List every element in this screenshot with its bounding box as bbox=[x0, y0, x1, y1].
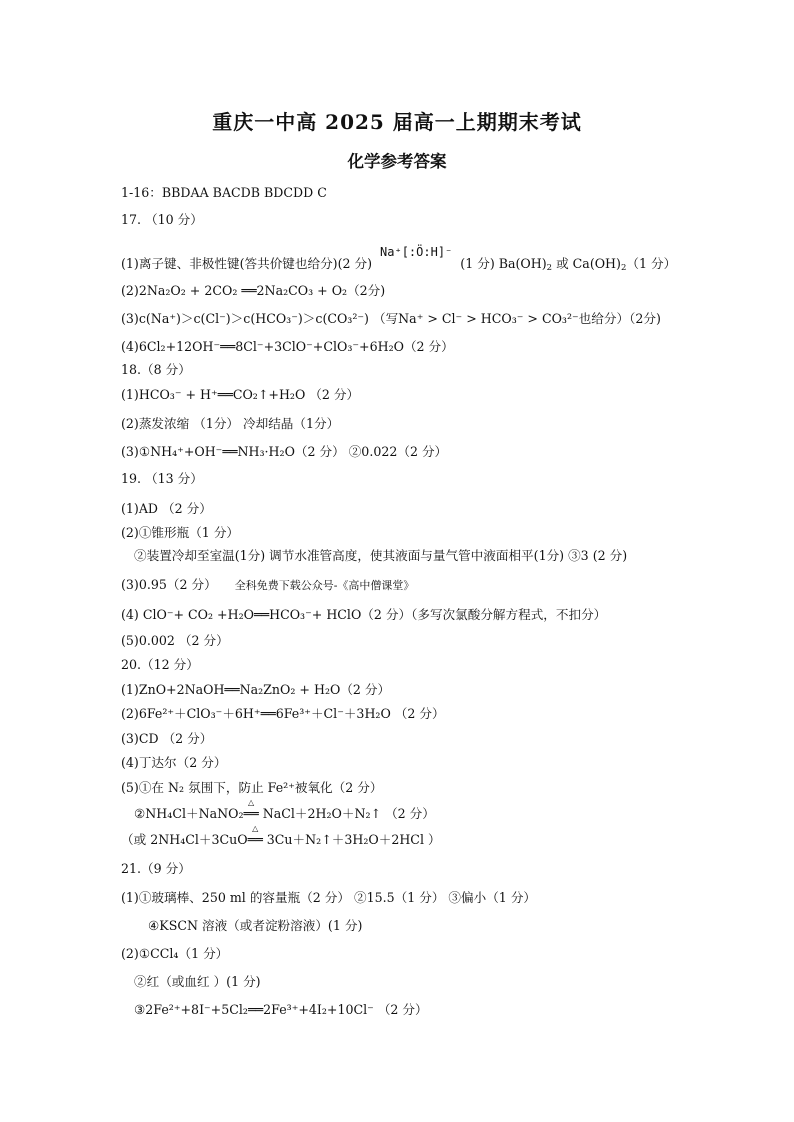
q17-line1-part2: (1 分) Ba(OH) bbox=[460, 256, 547, 271]
heat-arrow: △ ══ bbox=[243, 798, 259, 821]
page-title: 重庆一中高 2025 届高一上期期末考试 bbox=[212, 110, 582, 134]
q20-line6 bbox=[134, 798, 435, 821]
q18-line2: (2)蒸发浓缩 （1分） 冷却结晶（1分） bbox=[121, 416, 340, 431]
q17-line2: (2)2Na₂O₂ + 2CO₂ ══2Na₂CO₃ + O₂（2分) bbox=[121, 283, 386, 298]
q21-line4: ②红（或血红 ）(1 分) bbox=[134, 974, 261, 989]
q20-line6-products: NaCl＋2H₂O＋N₂↑ （2 分） bbox=[258, 806, 435, 821]
q18-line1: (1)HCO₃⁻ + H⁺══CO₂↑+H₂O （2 分） bbox=[121, 387, 360, 402]
choice-answers: 1-16：BBDAA BACDB BDCDD C bbox=[121, 185, 327, 200]
q21-line3: (2)①CCl₄（1 分） bbox=[121, 946, 229, 961]
lewis-structure: Na⁺[:Ö:H]⁻ bbox=[380, 245, 453, 259]
q20-line7-products: 3Cu＋N₂↑＋3H₂O＋2HCl ） bbox=[262, 832, 441, 847]
q19-line1: (1)AD （2 分） bbox=[121, 501, 212, 516]
q18-header: 18.（8 分） bbox=[121, 362, 191, 377]
q19-line4 bbox=[121, 579, 414, 592]
q20-line5: (5)①在 N₂ 氛围下，防止 Fe²⁺被氧化（2 分） bbox=[121, 780, 383, 795]
q19-line2: (2)①锥形瓶（1 分） bbox=[121, 525, 240, 540]
q19-line5: (4) ClO⁻+ CO₂ +H₂O══HCO₃⁻+ HClO（2 分）（多写次氯酸分解方程式，不扣分） bbox=[121, 607, 607, 622]
q19-line4-answer: (3)0.95（2 分） bbox=[121, 577, 217, 592]
heat-arrow: △ ══ bbox=[247, 824, 263, 847]
q19-header: 19. （13 分） bbox=[121, 471, 203, 486]
watermark-text: 全科免费下载公众号-《高中僧课堂》 bbox=[234, 579, 415, 592]
q21-header: 21.（9 分） bbox=[121, 861, 191, 876]
q17-line1-part3: 或 Ca(OH) bbox=[556, 256, 621, 271]
q20-line6-reactants: ②NH₄Cl＋NaNO₂ bbox=[134, 806, 244, 821]
q21-line1: (1)①玻璃棒、250 ml 的容量瓶（2 分） ②15.5（1 分） ③偏小（1 分） bbox=[121, 890, 537, 905]
q18-line3: (3)①NH₄⁺+OH⁻══NH₃·H₂O（2 分） ②0.022（2 分） bbox=[121, 444, 448, 459]
q17-line1: (1)离子键、非极性键(答共价键也给分)(2 分) Na⁺[:Ö:H]⁻ (1 分) $Ba(OH)_2$ 或 $Ca(OH)_2(1$ 分） bbox=[121, 245, 677, 273]
q21-line5: ③2Fe²⁺+8I⁻+5Cl₂══2Fe³⁺+4I₂+10Cl⁻ （2 分） bbox=[134, 1002, 428, 1017]
q20-line1: (1)ZnO+2NaOH══Na₂ZnO₂ + H₂O（2 分） bbox=[121, 682, 391, 697]
q20-line3: (3)CD （2 分） bbox=[121, 731, 213, 746]
page-subtitle: 化学参考答案 bbox=[347, 152, 447, 171]
q17-line3: (3)c(Na⁺)＞c(Cl⁻)＞c(HCO₃⁻)＞c(CO₃²⁻) （写Na⁺ > Cl⁻ > HCO₃⁻ > CO₃²⁻也给分）（2分) bbox=[121, 311, 661, 326]
q19-line6: (5)0.002 （2 分） bbox=[121, 633, 229, 648]
q19-line3: ②装置冷却至室温(1分) 调节水准管高度，使其液面与量气管中液面相平(1分) ③3 (2 分) bbox=[134, 548, 628, 563]
q17-line1-part1: (1)离子键、非极性键(答共价键也给分)(2 分) bbox=[121, 256, 373, 271]
q20-line7-reactants: （或 2NH₄Cl＋3CuO bbox=[121, 832, 248, 847]
q17-line1-part4: （1 分） bbox=[626, 256, 677, 271]
q21-line2: ④KSCN 溶液（或者淀粉溶液）(1 分) bbox=[148, 918, 363, 933]
q20-header: 20.（12 分） bbox=[121, 657, 199, 672]
q20-line7 bbox=[121, 824, 441, 847]
q20-line4: (4)丁达尔（2 分） bbox=[121, 755, 227, 770]
q20-line2: (2)6Fe²⁺＋ClO₃⁻＋6H⁺══6Fe³⁺＋Cl⁻＋3H₂O （2 分） bbox=[121, 706, 445, 721]
q17-header: 17. （10 分） bbox=[121, 212, 203, 227]
q17-line4: (4)6Cl₂+12OH⁻══8Cl⁻+3ClO⁻+ClO₃⁻+6H₂O（2 分） bbox=[121, 339, 454, 354]
